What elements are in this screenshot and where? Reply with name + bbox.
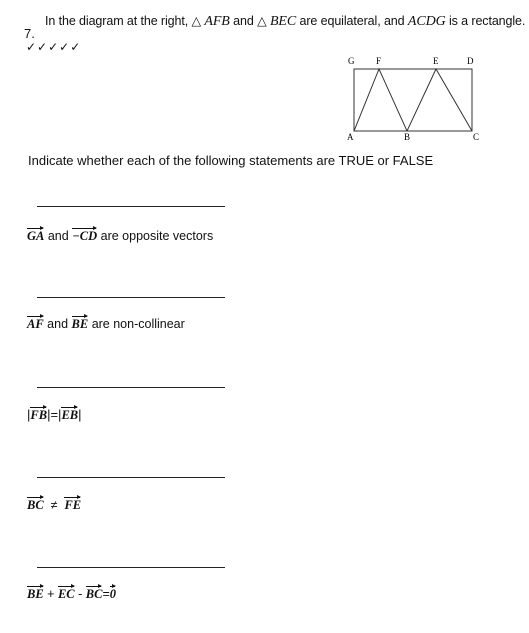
vector-bc: BC <box>27 495 44 513</box>
minus-symbol: - <box>78 587 83 601</box>
vector-bc: BC <box>86 584 103 602</box>
question-number: 7. <box>24 26 35 41</box>
vector-ga: GA <box>27 226 44 244</box>
not-equal-symbol: ≠ <box>50 498 58 512</box>
point-label-e: E <box>433 56 439 66</box>
abs-equals: |=| <box>47 407 62 422</box>
statement-text: are opposite vectors <box>100 229 214 243</box>
abs-bar: | <box>27 407 31 422</box>
answer-line-4[interactable] <box>37 477 225 478</box>
intro-part: is a rectangle. <box>445 14 526 28</box>
vector-af: AF <box>27 314 44 332</box>
geometry-diagram <box>340 55 490 145</box>
triangle-afb-edges <box>354 69 407 131</box>
zero-vector: 0 <box>110 584 116 602</box>
triangle-bec: BEC <box>269 14 297 29</box>
triangle-symbol: △ <box>191 14 202 28</box>
vector-fb: FB <box>30 405 47 423</box>
point-label-b: B <box>404 132 411 142</box>
rectangle-acdg: ACDG <box>407 14 446 29</box>
plus-symbol: + <box>47 587 55 601</box>
statement-and: and <box>47 317 69 331</box>
answer-line-5[interactable] <box>37 567 225 568</box>
vector-ec: EC <box>58 584 75 602</box>
triangle-symbol: △ <box>257 14 267 28</box>
statement-1 <box>27 226 213 244</box>
vector-neg-cd: −CD <box>72 226 97 244</box>
answer-line-1[interactable] <box>37 206 225 207</box>
statement-5 <box>27 584 116 602</box>
triangle-bec-edges <box>407 69 472 131</box>
statement-2 <box>27 314 185 332</box>
point-label-f: F <box>376 56 382 66</box>
answer-line-2[interactable] <box>37 297 225 298</box>
intro-text <box>45 13 525 30</box>
statement-3 <box>27 405 82 423</box>
equals-symbol: = <box>102 587 110 601</box>
statement-and: and <box>47 229 69 243</box>
intro-and: and <box>229 14 258 28</box>
instructions: Indicate whether each of the following statements are TRUE or FALSE <box>28 153 434 168</box>
point-label-c: C <box>473 132 480 142</box>
point-label-g: G <box>348 56 355 66</box>
point-label-a: A <box>347 132 354 142</box>
statement-4 <box>27 495 81 513</box>
intro-part: In the diagram at the right, <box>45 14 192 28</box>
statement-text: are non-collinear <box>91 317 185 331</box>
abs-bar: | <box>78 407 82 422</box>
point-label-d: D <box>467 56 474 66</box>
intro-part: are equilateral, and <box>296 14 408 28</box>
triangle-afb: AFB <box>204 14 230 29</box>
checkmarks: ✓✓✓✓✓ <box>26 40 82 54</box>
vector-be: BE <box>27 584 44 602</box>
answer-line-3[interactable] <box>37 387 225 388</box>
vector-be: BE <box>72 314 89 332</box>
vector-fe: FE <box>64 495 81 513</box>
vector-eb: EB <box>61 405 78 423</box>
